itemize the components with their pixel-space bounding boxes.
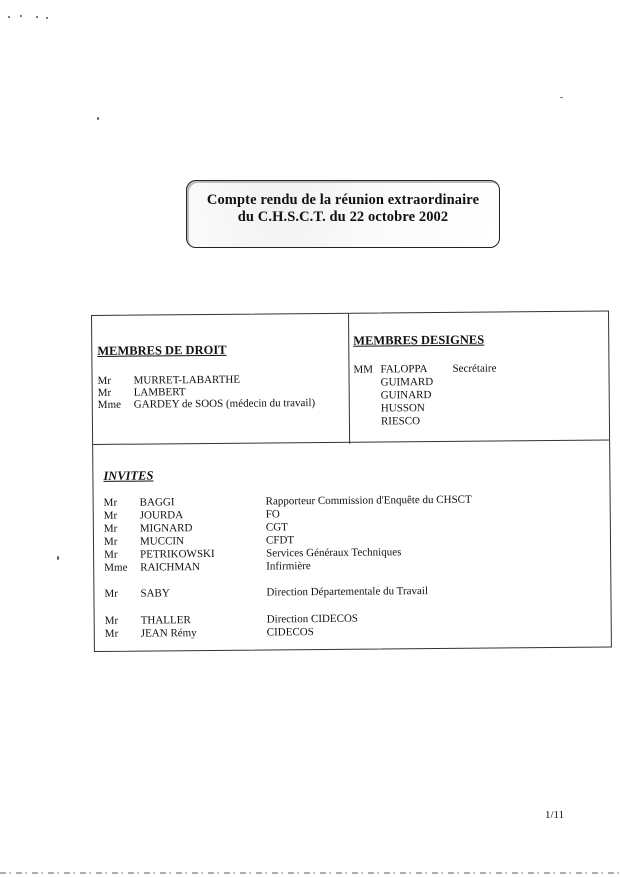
title-box (186, 180, 500, 248)
member-name: MURRET-LABARTHE (133, 373, 241, 387)
invitee-name: MIGNARD (139, 522, 193, 535)
list-item (98, 397, 315, 411)
civility: Mr (104, 548, 118, 561)
invitee-name: MUCCIN (139, 535, 185, 548)
invitee-role: Rapporteur Commission d'Enquête du CHSCT (265, 493, 472, 508)
list-item (98, 386, 186, 399)
scan-speck (46, 17, 48, 19)
table-row (105, 626, 314, 640)
invitee-role: CGT (265, 521, 288, 534)
table-column-divider (348, 314, 350, 444)
civility: Mr (103, 509, 118, 522)
civility: Mme (104, 561, 128, 574)
civility: Mr (103, 496, 118, 509)
invitee-role: FO (265, 508, 280, 521)
civility: Mr (104, 587, 118, 600)
civility: MM (353, 363, 374, 376)
member-name: GUIMARD (380, 376, 434, 389)
table-row (104, 508, 280, 522)
civility: Mr (97, 386, 112, 399)
civility: Mr (97, 374, 112, 387)
invitee-name: THALLER (140, 614, 191, 627)
page-number: 1/11 (545, 809, 565, 821)
member-name: HUSSON (380, 402, 425, 415)
invitee-role: CIDECOS (266, 626, 314, 639)
list-item (353, 362, 496, 375)
invitee-name: JOURDA (139, 509, 184, 522)
member-name: GARDEY de SOOS (médecin du travail) (133, 397, 316, 411)
invites-heading: INVITES (103, 468, 154, 483)
invitee-role: Direction CIDECOS (266, 612, 359, 626)
invitee-role: CFDT (265, 534, 295, 547)
attendance-table (91, 310, 612, 652)
scan-speck (20, 15, 22, 17)
table-row (104, 494, 472, 509)
table-row (104, 534, 294, 548)
invitee-role: Services Généraux Techniques (266, 546, 402, 560)
invitee-name: PETRIKOWSKI (140, 547, 215, 561)
civility: Mr (103, 535, 118, 548)
civility: Mr (103, 522, 118, 535)
member-name: RIESCO (380, 415, 421, 428)
invitee-name: RAICHMAN (140, 561, 201, 574)
table-row (104, 560, 311, 574)
title-line-1: Compte rendu de la réunion extraordinaire (206, 192, 480, 208)
member-name: LAMBERT (133, 386, 186, 399)
list-item (98, 374, 241, 387)
scan-speck (36, 16, 38, 18)
invitee-name: BAGGI (139, 496, 175, 509)
table-row (104, 521, 288, 535)
civility: Mr (104, 614, 119, 627)
table-row-divider (93, 439, 609, 445)
membres-de-droit-heading: MEMBRES DE DROIT (97, 342, 227, 358)
table-row (104, 546, 401, 561)
invitee-role: Direction Départementale du Travail (266, 585, 429, 599)
membres-designes-heading: MEMBRES DESIGNES (353, 332, 485, 348)
table-row (105, 613, 358, 627)
member-name: FALOPPA (380, 363, 428, 376)
scan-edge-artifact (0, 872, 620, 874)
member-role: Secrétaire (452, 362, 497, 375)
invitee-name: SABY (140, 587, 170, 600)
scan-speck (560, 97, 563, 98)
civility: Mme (97, 398, 122, 411)
civility: Mr (104, 627, 119, 640)
table-row (104, 585, 428, 600)
scan-speck (57, 556, 59, 560)
scan-speck (97, 117, 99, 120)
scan-speck (8, 16, 10, 18)
title-line-2: du C.H.S.C.T. du 22 octobre 2002 (237, 209, 449, 225)
invitee-role: Infirmière (266, 560, 311, 573)
member-name: GUINARD (380, 389, 432, 402)
invitee-name: JEAN Rémy (140, 627, 197, 640)
